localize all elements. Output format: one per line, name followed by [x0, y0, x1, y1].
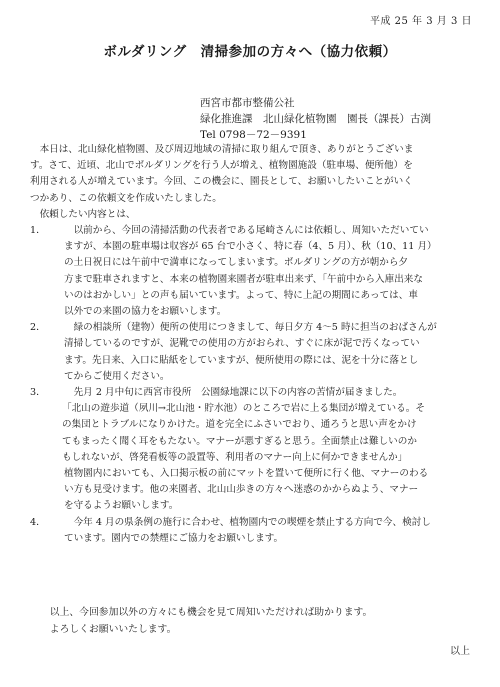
- closing-block: [40, 604, 470, 638]
- item-number: 2．: [30, 322, 46, 334]
- document-title: ボルダリング 清掃参加の方々へ（協力依頼）: [103, 44, 397, 60]
- item-line: 植物園内においても、入口掲示板の前にマットを置いて便所に行く他、マナーのわる: [64, 468, 429, 480]
- quote-line: の集団とトラブルになりかけた。道を完全にふさいでおり、通ろうと思い声をかけ: [62, 419, 417, 431]
- item-line: の土日祝日には午前中で満車になってしまいます。ボルダリングの方が朝から夕: [64, 257, 409, 269]
- item-line: い方も見受けます。他の来園者、北山山歩きの方々へ迷惑のかからぬよう、マナー: [64, 484, 419, 496]
- item-line: ています。園内での禁煙にご協力をお願いします。: [64, 532, 284, 544]
- closing-line: よろしくお願いいたします。: [49, 624, 177, 635]
- item-line: ますが、本園の駐車場は収容が 65 台で小さく、特に春（4、5 月）、秋（10、11 月）: [64, 241, 437, 253]
- issuer-dept: 緑化推進課 北山緑化植物園 園長（課長）古渕: [200, 113, 431, 125]
- item-line: ます。先日来、入口に貼紙をしていますが、便所使用の際には、泥を十分に落とし: [64, 354, 419, 366]
- request-item-1: [30, 223, 480, 320]
- item-line: いのはおかしい」との声も届いています。よって、特に上記の期間にあっては、車: [64, 289, 418, 301]
- quote-line: てもまったく聞く耳をもたない。マナーが悪すぎると思う。全面禁止は難しいのか: [62, 435, 417, 447]
- item-line: を守るようお願いします。: [64, 500, 179, 512]
- issuer-tel: Tel 0798－72－9391: [200, 129, 307, 141]
- item-number: 4．: [30, 516, 46, 528]
- item-line: てからご使用ください。: [64, 370, 170, 382]
- intro-line: 利用される人が増えています。今回、この機会に、園長として、お願いしたいことがいく: [30, 176, 413, 188]
- issuer-block: [200, 95, 431, 143]
- quote-line: もしれないが、啓発看板等の設置等、利用者のマナー向上に何かできませんか」: [62, 451, 408, 463]
- issuer-org: 西宮市都市整備公社: [200, 97, 295, 109]
- item-line: 今年 4 月の県条例の施行に合わせ、植物園内での喫煙を禁止する方向で今、検討し: [73, 516, 431, 528]
- item-line: 先月 2 月中旬に西宮市役所 公園緑地課に以下の内容の苦情が届きました。: [73, 387, 403, 399]
- end-mark: 以上: [450, 646, 470, 657]
- closing-line: 以上、今回参加以外の方々にも機会を見て周知いただければ助かります。: [49, 607, 373, 618]
- quote-line: 「北山の遊歩道（夙川→北山池・貯水池）のところで岩に上る集団が増えている。そ: [62, 403, 425, 415]
- intro-line: 本日は、北山緑化植物園、及び周辺地域の清掃に取り組んで頂き、ありがとうございま: [39, 144, 414, 155]
- item-line: 以前から、今回の清掃活動の代表者である尾崎さんには依頼し、周知いただいてい: [73, 225, 429, 237]
- request-item-2: [30, 320, 480, 385]
- item-line: 方まで駐車されますと、本来の植物園来園者が駐車出来ず、「午前中から入庫出来な: [64, 273, 423, 285]
- document-date: 平成 25 年 3 月 3 日: [369, 16, 472, 27]
- item-number: 1．: [30, 225, 46, 237]
- intro-line: つかあり、この依頼文を作成いたしました。: [30, 192, 222, 204]
- document-body: [30, 142, 480, 547]
- request-item-3-continued: [30, 466, 480, 515]
- request-intro: 依頼したい内容とは、: [39, 208, 136, 220]
- item-line: 緑の相談所（建物）便所の使用につきまして、毎日夕方 4～5 時に担当のおばさんが: [73, 322, 437, 334]
- item-line: 清掃しているのですが、泥靴での使用の方がおられ、すぐに床が泥で汚くなってい: [64, 338, 420, 350]
- item-line: 以外での来園の協力をお願いします。: [64, 306, 227, 318]
- request-item-3: [30, 385, 480, 401]
- item-number: 3．: [30, 387, 46, 399]
- intro-line: す。さて、近頃、北山でボルダリングを行う人が増え、植物園施設（駐車場、便所他）を: [30, 160, 413, 172]
- request-item-4: [30, 515, 480, 547]
- complaint-quote: [62, 401, 480, 466]
